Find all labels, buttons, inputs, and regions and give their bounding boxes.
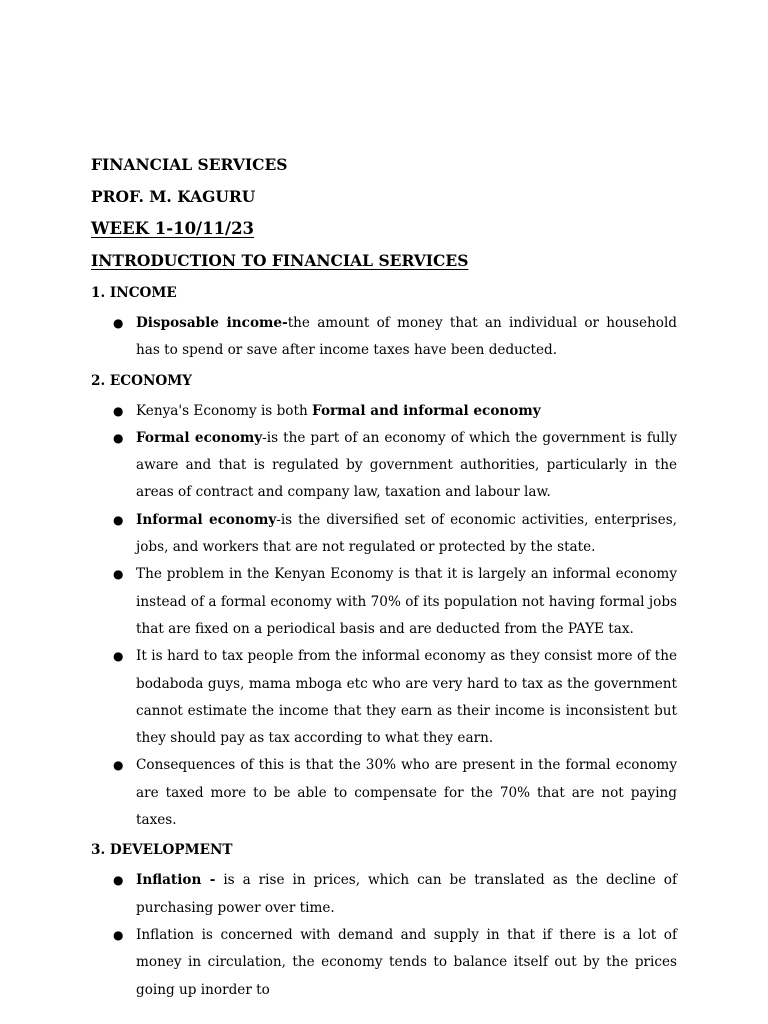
list-item xyxy=(91,398,677,425)
item-text: Inflation is concerned with demand and supply in that if there is a lot of money in circulation, the economy tends to balance itself out by the prices going up inorder to xyxy=(136,926,677,998)
bullet-icon: ● xyxy=(113,649,124,664)
list-item xyxy=(91,752,677,834)
week-heading: WEEK 1-10/11/23 xyxy=(91,219,255,238)
item-text: Consequences of this is that the 30% who are present in the formal economy are taxed more to be able to compensate for the 70% that are not paying taxes. xyxy=(136,757,677,829)
list-item xyxy=(91,561,677,643)
bullet-icon: ● xyxy=(113,512,124,527)
item-text: Kenya's Economy is both xyxy=(136,402,313,419)
item-text: The problem in the Kenyan Economy is that it is largely an informal economy instead of a formal economy with 70% of its population not having formal jobs that are fixed on a periodical basis and are deducted from the PAYE tax. xyxy=(136,566,677,637)
bullet-icon: ● xyxy=(113,927,124,942)
term-informal-economy: Informal economy xyxy=(136,511,277,528)
list-item xyxy=(91,507,677,562)
term-disposable-income: Disposable income- xyxy=(136,315,288,331)
item-bold-text: Formal and informal economy xyxy=(312,402,541,419)
bullet-icon: ● xyxy=(113,430,124,445)
definition-text: the amount of money that an individual or household has to spend or save after income taxes have been deducted. xyxy=(136,315,677,359)
list-item xyxy=(91,867,677,922)
item-text: It is hard to tax people from the informal economy as they consist more of the bodaboda guys, mama mboga etc who are very hard to tax as the government cannot estimate the income that they earn as their income is inconsistent but they should pay as tax according to what they earn. xyxy=(136,648,677,747)
document-page xyxy=(91,155,677,1010)
bullet-icon: ● xyxy=(113,758,124,773)
bullet-icon: ● xyxy=(113,316,124,330)
income-list xyxy=(91,310,677,365)
definition-text: -is the diversified set of economic activities, enterprises, jobs, and workers that are not regulated or protected by the state. xyxy=(136,511,677,556)
term-formal-economy: Formal economy xyxy=(136,429,263,446)
economy-list xyxy=(91,398,677,835)
bullet-icon: ● xyxy=(113,403,124,418)
term-inflation: Inflation - xyxy=(136,872,216,889)
topic-heading: INTRODUCTION TO FINANCIAL SERVICES xyxy=(91,251,469,270)
list-item xyxy=(91,922,677,1004)
section-title-development: 3. DEVELOPMENT xyxy=(91,842,233,859)
bullet-icon: ● xyxy=(113,873,124,888)
definition-text: -is the part of an economy of which the government is fully aware and that is regulated by government authorities, particularly in the areas of contract and company law, taxation and labour law. xyxy=(136,429,677,501)
definition-text: is a rise in prices, which can be translated as the decline of purchasing power over time. xyxy=(136,872,678,916)
section-title-income: 1. INCOME xyxy=(91,285,177,301)
course-title: FINANCIAL SERVICES xyxy=(91,155,288,174)
list-item xyxy=(91,310,677,365)
list-item xyxy=(91,643,677,752)
bullet-icon: ● xyxy=(113,567,124,582)
development-list xyxy=(91,867,677,1003)
section-title-economy: 2. ECONOMY xyxy=(91,372,192,389)
list-item xyxy=(91,425,677,507)
lecturer-name: PROF. M. KAGURU xyxy=(91,187,256,206)
